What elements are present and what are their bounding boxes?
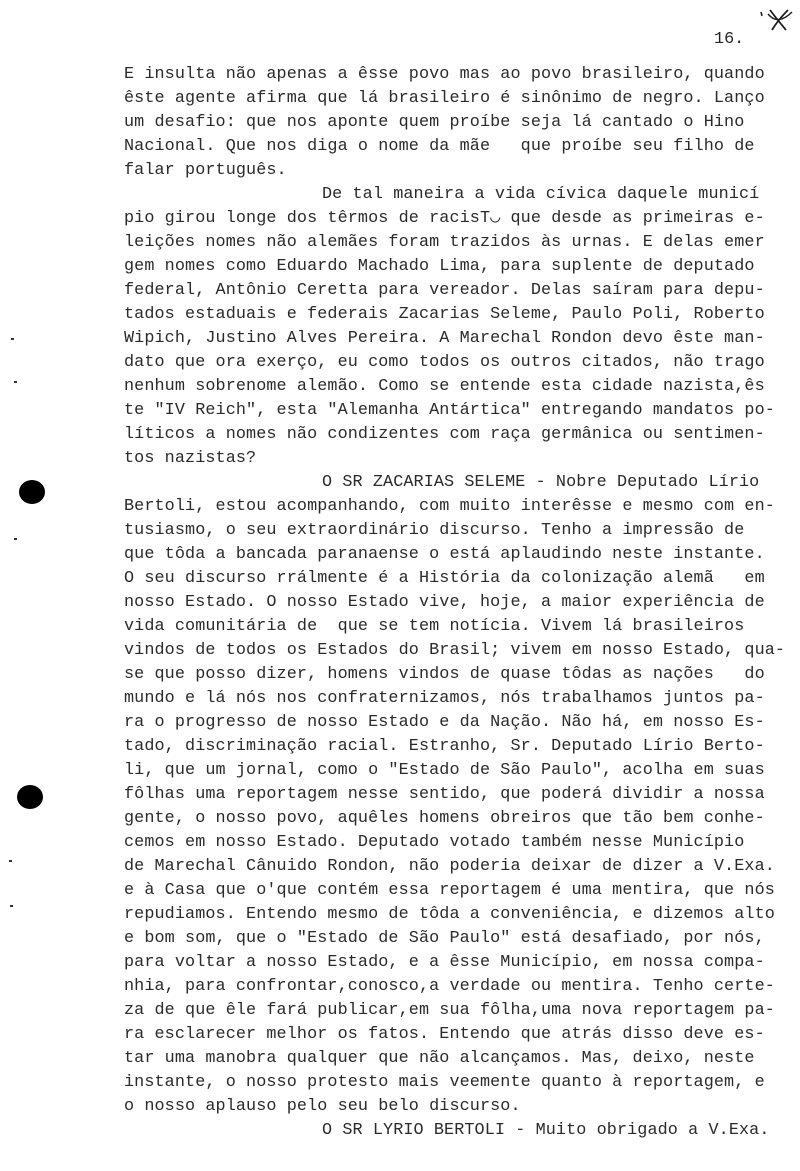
text-line: cemos em nosso Estado. Deputado votado também nesse Município xyxy=(124,833,745,852)
text-line: tado, discriminação racial. Estranho, Sr. Deputado Lírio Berto- xyxy=(124,737,765,756)
text-line: para voltar a nosso Estado, e a êsse Município, em nossa compa- xyxy=(124,953,765,972)
text-line: falar português. xyxy=(124,161,287,180)
text-line: nhia, para confrontar,conosco,a verdade ou mentira. Tenho certe- xyxy=(124,977,775,996)
text-line: um desafio: que nos aponte quem proíbe seja lá cantado o Hino xyxy=(124,113,745,132)
margin-speck xyxy=(9,860,12,862)
paragraph-start-line: De tal maneira a vida cívica daquele municí xyxy=(322,185,760,204)
text-line: fôlhas uma reportagem nesse sentido, que poderá dividir a nossa xyxy=(124,785,765,804)
text-line: de Marechal Cânuido Rondon, não poderia deixar de dizer a V.Exa. xyxy=(124,857,775,876)
text-line: tusiasmo, o seu extraordinário discurso. Tenho a impressão de xyxy=(124,521,745,540)
text-line: e à Casa que o'que contém essa reportagem é uma mentira, que nós xyxy=(124,881,775,900)
text-line: te "IV Reich", esta "Alemanha Antártica" entregando mandatos po- xyxy=(124,401,775,420)
text-line: ra esclarecer melhor os fatos. Entendo que atrás disso deve es- xyxy=(124,1025,765,1044)
text-line: nosso Estado. O nosso Estado vive, hoje, a maior experiência de xyxy=(124,593,765,612)
text-line: dato que ora exerço, eu como todos os outros citados, não trago xyxy=(124,353,765,372)
text-line: mundo e lá nós nos confraternizamos, nós trabalhamos juntos pa- xyxy=(124,689,765,708)
text-line: vida comunitária de que se tem notícia. Vivem lá brasileiros xyxy=(124,617,745,636)
text-line: E insulta não apenas a êsse povo mas ao povo brasileiro, quando xyxy=(124,65,765,84)
punch-hole-bottom xyxy=(17,785,43,809)
text-line: Wipich, Justino Alves Pereira. A Marechal Rondon devo êste man- xyxy=(124,329,765,348)
margin-speck xyxy=(10,905,13,907)
speaker-line-lyrio-bertoli: O SR LYRIO BERTOLI - Muito obrigado a V.Exa. xyxy=(322,1121,770,1140)
margin-speck xyxy=(14,538,17,540)
text-line: tos nazistas? xyxy=(124,449,257,468)
text-line: Nacional. Que nos diga o nome da mãe que proíbe seu filho de xyxy=(124,137,755,156)
text-line: êste agente afirma que lá brasileiro é sinônimo de negro. Lanço xyxy=(124,89,765,108)
margin-speck xyxy=(11,338,14,340)
text-line: gente, o nosso povo, aquêles homens obreiros que tão bem conhe- xyxy=(124,809,765,828)
text-line: gem nomes como Eduardo Machado Lima, para suplente de deputado xyxy=(124,257,755,276)
page-number: 16. xyxy=(714,30,745,49)
text-line: tados estaduais e federais Zacarias Seleme, Paulo Poli, Roberto xyxy=(124,305,765,324)
text-line: líticos a nomes não condizentes com raça germânica ou sentimen- xyxy=(124,425,765,444)
text-line: pio girou longe dos têrmos de racisT◡ que desde as primeiras e- xyxy=(124,209,765,228)
text-line: instante, o nosso protesto mais veemente quanto à reportagem, e xyxy=(124,1073,765,1092)
text-line: nenhum sobrenome alemão. Como se entende esta cidade nazista,ês xyxy=(124,377,765,396)
text-line: o nosso aplauso pelo seu belo discurso. xyxy=(124,1097,521,1116)
text-line: federal, Antônio Ceretta para vereador. Delas saíram para depu- xyxy=(124,281,765,300)
speaker-line-zacarias-seleme: O SR ZACARIAS SELEME - Nobre Deputado Lírio xyxy=(322,473,760,492)
text-line: vindos de todos os Estados do Brasil; vivem em nosso Estado, qua- xyxy=(124,641,786,660)
text-line: li, que um jornal, como o "Estado de São Paulo", acolha em suas xyxy=(124,761,765,780)
handwritten-mark-icon xyxy=(758,4,796,34)
punch-hole-top xyxy=(19,480,45,504)
text-line: e bom som, que o "Estado de São Paulo" está desafiado, por nós, xyxy=(124,929,765,948)
text-line: ra o progresso de nosso Estado e da Nação. Não há, em nosso Es- xyxy=(124,713,765,732)
text-line: O seu discurso rrálmente é a História da colonização alemã em xyxy=(124,569,765,588)
text-line: repudiamos. Entendo mesmo de tôda a conveniência, e dizemos alto xyxy=(124,905,775,924)
text-line: se que posso dizer, homens vindos de quase tôdas as nações do xyxy=(124,665,765,684)
text-line: za de que êle fará publicar,em sua fôlha,uma nova reportagem pa- xyxy=(124,1001,775,1020)
body-text xyxy=(124,63,784,1143)
text-line: tar uma manobra qualquer que não alcançamos. Mas, deixo, neste xyxy=(124,1049,755,1068)
margin-speck xyxy=(14,381,17,383)
text-line: que tôda a bancada paranaense o está aplaudindo neste instante. xyxy=(124,545,765,564)
text-line: Bertoli, estou acompanhando, com muito interêsse e mesmo com en- xyxy=(124,497,775,516)
text-line: leições nomes não alemães foram trazidos às urnas. E delas emer xyxy=(124,233,765,252)
